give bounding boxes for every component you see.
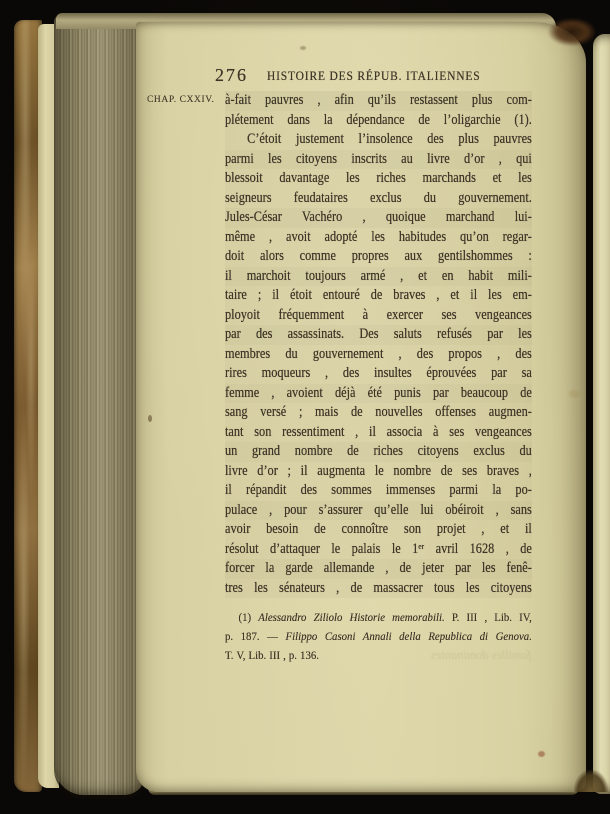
running-header: HISTOIRE DES RÉPUB. ITALIENNES <box>267 69 481 83</box>
text-line: femme , avoient déjà été punis par beaucoup de <box>225 384 532 404</box>
page-edge-stack <box>54 16 146 795</box>
text-line: blessoit davantage les riches marchands et les <box>225 169 532 189</box>
text-line: seigneurs feudataires exclus du gouvernement. <box>225 189 532 209</box>
footnote-text: (1) <box>238 610 259 624</box>
text-line: tres les sénateurs , de massacrer tous les citoyens <box>225 579 532 599</box>
text-line: tant son ressentiment , il associa à ses vengeances <box>225 423 532 443</box>
text-line: avoir besoin de connoître son projet , et il <box>225 520 532 540</box>
footnote-line <box>225 608 532 627</box>
show-through-text: familles dominantes <box>430 648 532 662</box>
text-line: même , avoit adopté les habitudes qu’on regar- <box>225 228 532 248</box>
text-line: il marchoit toujours armé , et en habit mili- <box>225 267 532 287</box>
footnote-citation-title: Alessandro Ziliolo Historie memorabili. <box>258 610 445 624</box>
text-line: un grand nombre de riches citoyens exclus du <box>225 442 532 462</box>
gutter-shadow <box>574 770 608 792</box>
text-line: pulace , pour s’assurer qu’elle lui obéiroit , sans <box>225 501 532 521</box>
text-line: membres du gouvernement , des propos , des <box>225 345 532 365</box>
foxing-spot <box>300 46 306 50</box>
text-line: taire ; il étoit entouré de braves , et il les em- <box>225 286 532 306</box>
text-line: résolut d’attaquer le palais le 1ᵉʳ avril 1628 , de <box>225 540 532 560</box>
footnote-text: p. 187. — <box>225 629 286 643</box>
footnote-text: T. V, Lib. III , p. 136. <box>225 648 319 662</box>
text-line: ployoit fréquemment à exercer ses vengeances <box>225 306 532 326</box>
book-page <box>136 22 586 792</box>
foxing-spot <box>148 415 152 422</box>
text-line: sang versé ; mais de nouvelles offenses augmen- <box>225 403 532 423</box>
foxing-spot <box>569 390 580 398</box>
burn-stain <box>548 18 596 46</box>
text-line: doit alors comme propres aux gentilshommes : <box>225 247 532 267</box>
facing-page-sliver <box>593 34 610 794</box>
body-text <box>225 91 532 598</box>
footnote-citation-title: Filippo Casoni Annali della Republica di Genova. <box>285 629 532 643</box>
footnote-line <box>225 627 532 646</box>
page-number: 276 <box>215 65 248 85</box>
chapter-margin-note: CHAP. CXXIV. <box>147 95 215 105</box>
text-line: livre d’or ; il augmenta le nombre de ses braves , <box>225 462 532 482</box>
text-line: par des assassinats. Des saluts refusés par les <box>225 325 532 345</box>
text-line: plétement dans la dépendance de l’oligarchie (1). <box>225 111 532 131</box>
footnote-text: P. III , Lib. IV, <box>444 610 532 624</box>
text-line: C’étoit justement l’insolence des plus pauvres <box>225 130 532 150</box>
text-line: forcer la garde allemande , de jeter par les fenê- <box>225 559 532 579</box>
text-line: parmi les citoyens inscrits au livre d’or , qui <box>225 150 532 170</box>
text-line: Jules-César Vachéro , quoique marchand lui- <box>225 208 532 228</box>
foxing-spot <box>538 751 545 757</box>
text-line: à-fait pauvres , afin qu’ils restassent plus com- <box>225 91 532 111</box>
text-line: il répandit des sommes immenses parmi la po- <box>225 481 532 501</box>
text-line: rires moqueurs , des insultes éprouvées par sa <box>225 364 532 384</box>
